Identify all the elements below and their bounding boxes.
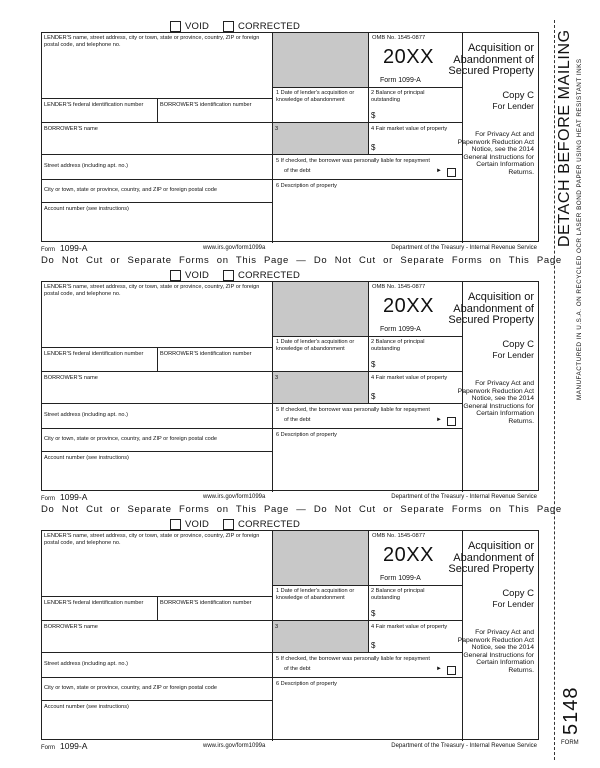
lender-name-field[interactable]: LENDER'S name, street address, city or town, state or province, country, ZIP or foreign postal code, and telephone no. bbox=[42, 531, 273, 597]
copy-label: Copy C For Lender bbox=[492, 90, 534, 111]
borrower-id-field[interactable]: BORROWER'S identification number bbox=[158, 348, 273, 372]
void-corrected-row bbox=[170, 269, 314, 281]
city-field[interactable]: City or town, state or province, country, and ZIP or foreign postal code bbox=[42, 429, 273, 452]
account-number-field[interactable]: Account number (see instructions) bbox=[42, 452, 273, 492]
form-title: Acquisition or Abandonment of Secured Property bbox=[448, 540, 534, 575]
lender-name-field[interactable]: LENDER'S name, street address, city or town, state or province, country, ZIP or foreign postal code, and telephone no. bbox=[42, 282, 273, 348]
box2-balance-field[interactable]: 2 Balance of principal outstanding $ bbox=[369, 88, 463, 123]
box2-balance-field[interactable]: 2 Balance of principal outstanding $ bbox=[369, 586, 463, 621]
department-text: Department of the Treasury - Internal Revenue Service bbox=[391, 245, 537, 251]
shaded-box bbox=[273, 531, 369, 586]
lender-fid-field[interactable]: LENDER'S federal identification number bbox=[42, 348, 158, 372]
corrected-label: CORRECTED bbox=[238, 518, 300, 530]
borrower-name-field[interactable]: BORROWER'S name bbox=[42, 123, 273, 155]
box6-description-field[interactable]: 6 Description of property bbox=[273, 180, 463, 243]
shaded-box bbox=[273, 33, 369, 88]
form-title: Acquisition or Abandonment of Secured Property bbox=[448, 42, 534, 77]
box5-liable-field: 5 If checked, the borrower was personally liable for repayment of the debt ► bbox=[273, 653, 463, 678]
void-checkbox[interactable] bbox=[170, 21, 181, 32]
lender-fid-field[interactable]: LENDER'S federal identification number bbox=[42, 597, 158, 621]
box1-date-field[interactable]: 1 Date of lender's acquisition or knowledge of abandonment bbox=[273, 337, 369, 372]
box3-field: 3 bbox=[273, 123, 369, 155]
account-number-field[interactable]: Account number (see instructions) bbox=[42, 701, 273, 741]
irs-url: www.irs.gov/form1099a bbox=[203, 245, 266, 251]
dollar-sign: $ bbox=[371, 143, 376, 152]
box5-checkbox[interactable] bbox=[447, 417, 456, 426]
privacy-notice: For Privacy Act and Paperwork Reduction Act Notice, see the 2014 General Instructions for Certain Information Returns. bbox=[457, 131, 534, 176]
form-label: Form 1099-A bbox=[380, 575, 421, 582]
box5-liable-field: 5 If checked, the borrower was personally liable for repayment of the debt ► bbox=[273, 155, 463, 180]
form-grid bbox=[41, 32, 539, 242]
arrow-icon: ► bbox=[436, 666, 442, 672]
form-number: 5148 bbox=[560, 686, 582, 735]
street-address-field[interactable]: Street address (including apt. no.) bbox=[42, 155, 273, 180]
dollar-sign: $ bbox=[371, 111, 376, 120]
box3-field: 3 bbox=[273, 621, 369, 653]
account-number-field[interactable]: Account number (see instructions) bbox=[42, 203, 273, 243]
do-not-cut-notice: Do Not Cut or Separate Forms on This Page — Do Not Cut or Separate Forms on This Page bbox=[41, 255, 562, 266]
box4-fmv-field[interactable]: 4 Fair market value of property $ bbox=[369, 621, 463, 653]
dollar-sign: $ bbox=[371, 609, 376, 618]
tax-year: 20XX bbox=[383, 46, 434, 68]
form-grid bbox=[41, 530, 539, 740]
corrected-label: CORRECTED bbox=[238, 20, 300, 32]
form-1099a-copy-3 bbox=[41, 518, 539, 766]
form-word: FORM bbox=[561, 740, 579, 746]
omb-number: OMB No. 1545-0877 bbox=[372, 533, 426, 539]
corrected-checkbox[interactable] bbox=[223, 270, 234, 281]
box4-fmv-field[interactable]: 4 Fair market value of property $ bbox=[369, 123, 463, 155]
form-grid bbox=[41, 281, 539, 491]
department-text: Department of the Treasury - Internal Revenue Service bbox=[391, 743, 537, 749]
box4-fmv-field[interactable]: 4 Fair market value of property $ bbox=[369, 372, 463, 404]
manufactured-text: MANUFACTURED IN U.S.A. ON RECYCLED OCR LASER BOND PAPER USING HEAT RESISTANT INKS bbox=[576, 58, 583, 400]
do-not-cut-notice: Do Not Cut or Separate Forms on This Page — Do Not Cut or Separate Forms on This Page bbox=[41, 504, 562, 515]
form-1099a-copy-2 bbox=[41, 269, 562, 517]
void-corrected-row bbox=[170, 518, 314, 530]
void-label: VOID bbox=[185, 269, 210, 281]
box5-checkbox[interactable] bbox=[447, 168, 456, 177]
corrected-label: CORRECTED bbox=[238, 269, 300, 281]
copy-label: Copy C For Lender bbox=[492, 339, 534, 360]
arrow-icon: ► bbox=[436, 168, 442, 174]
arrow-icon: ► bbox=[436, 417, 442, 423]
dollar-sign: $ bbox=[371, 641, 376, 650]
box5-checkbox[interactable] bbox=[447, 666, 456, 675]
void-label: VOID bbox=[185, 518, 210, 530]
detach-text: DETACH BEFORE MAILING bbox=[556, 29, 573, 247]
void-corrected-row bbox=[170, 20, 314, 32]
corrected-checkbox[interactable] bbox=[223, 21, 234, 32]
privacy-notice: For Privacy Act and Paperwork Reduction Act Notice, see the 2014 General Instructions for Certain Information Returns. bbox=[457, 629, 534, 674]
borrower-name-field[interactable]: BORROWER'S name bbox=[42, 621, 273, 653]
form-label: Form 1099-A bbox=[380, 326, 421, 333]
lender-fid-field[interactable]: LENDER'S federal identification number bbox=[42, 99, 158, 123]
form-label: Form 1099-A bbox=[380, 77, 421, 84]
corrected-checkbox[interactable] bbox=[223, 519, 234, 530]
tax-year: 20XX bbox=[383, 544, 434, 566]
form-footer: Form 1099-A www.irs.gov/form1099a Department of the Treasury - Internal Revenue Service bbox=[41, 492, 537, 502]
lender-name-field[interactable]: LENDER'S name, street address, city or town, state or province, country, ZIP or foreign postal code, and telephone no. bbox=[42, 33, 273, 99]
form-footer: Form 1099-A www.irs.gov/form1099a Department of the Treasury - Internal Revenue Service bbox=[41, 243, 537, 253]
form-footer: Form 1099-A www.irs.gov/form1099a Department of the Treasury - Internal Revenue Service bbox=[41, 741, 537, 751]
irs-url: www.irs.gov/form1099a bbox=[203, 743, 266, 749]
box2-balance-field[interactable]: 2 Balance of principal outstanding $ bbox=[369, 337, 463, 372]
perforation-line bbox=[554, 20, 555, 760]
box1-date-field[interactable]: 1 Date of lender's acquisition or knowledge of abandonment bbox=[273, 586, 369, 621]
box3-field: 3 bbox=[273, 372, 369, 404]
borrower-name-field[interactable]: BORROWER'S name bbox=[42, 372, 273, 404]
dollar-sign: $ bbox=[371, 360, 376, 369]
void-checkbox[interactable] bbox=[170, 270, 181, 281]
box6-description-field[interactable]: 6 Description of property bbox=[273, 429, 463, 492]
shaded-box bbox=[273, 282, 369, 337]
city-field[interactable]: City or town, state or province, country, and ZIP or foreign postal code bbox=[42, 180, 273, 203]
form-1099a-copy-1 bbox=[41, 20, 562, 268]
borrower-id-field[interactable]: BORROWER'S identification number bbox=[158, 597, 273, 621]
copy-label: Copy C For Lender bbox=[492, 588, 534, 609]
tax-year: 20XX bbox=[383, 295, 434, 317]
box5-liable-field: 5 If checked, the borrower was personally liable for repayment of the debt ► bbox=[273, 404, 463, 429]
department-text: Department of the Treasury - Internal Revenue Service bbox=[391, 494, 537, 500]
omb-number: OMB No. 1545-0877 bbox=[372, 35, 426, 41]
box6-description-field[interactable]: 6 Description of property bbox=[273, 678, 463, 741]
irs-url: www.irs.gov/form1099a bbox=[203, 494, 266, 500]
form-title: Acquisition or Abandonment of Secured Property bbox=[448, 291, 534, 326]
omb-number: OMB No. 1545-0877 bbox=[372, 284, 426, 290]
street-address-field[interactable]: Street address (including apt. no.) bbox=[42, 404, 273, 429]
void-checkbox[interactable] bbox=[170, 519, 181, 530]
dollar-sign: $ bbox=[371, 392, 376, 401]
void-label: VOID bbox=[185, 20, 210, 32]
box1-date-field[interactable]: 1 Date of lender's acquisition or knowledge of abandonment bbox=[273, 88, 369, 123]
privacy-notice: For Privacy Act and Paperwork Reduction Act Notice, see the 2014 General Instructions for Certain Information Returns. bbox=[457, 380, 534, 425]
borrower-id-field[interactable]: BORROWER'S identification number bbox=[158, 99, 273, 123]
city-field[interactable]: City or town, state or province, country, and ZIP or foreign postal code bbox=[42, 678, 273, 701]
street-address-field[interactable]: Street address (including apt. no.) bbox=[42, 653, 273, 678]
